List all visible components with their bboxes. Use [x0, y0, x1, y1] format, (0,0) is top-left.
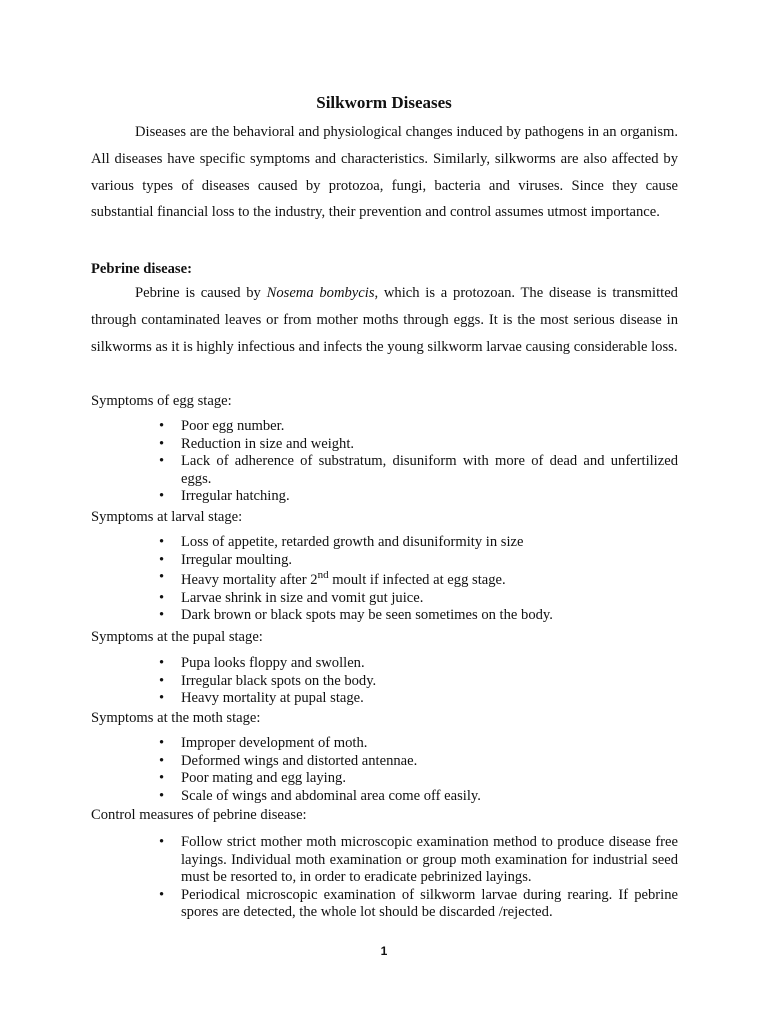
mortality-text-end: moult if infected at egg stage.	[328, 572, 506, 589]
list-item: • Heavy mortality at pupal stage.	[157, 690, 678, 708]
list-item: • Irregular moulting.	[157, 552, 678, 570]
list-item: • Irregular black spots on the body.	[157, 673, 678, 691]
pebrine-text-after: , which is a protozoan. The disease is transmitted through contaminated leaves or from mother moths through eggs. It is the most serious disease in silkworms as it is highly infectious and infects the young silkworm larvae causing considerable loss.	[91, 285, 678, 355]
pupal-stage-label: Symptoms at the pupal stage:	[91, 629, 263, 645]
control-measures-list	[157, 834, 678, 922]
list-item: • Scale of wings and abdominal area come off easily.	[157, 788, 678, 806]
list-item: • Larvae shrink in size and vomit gut juice.	[157, 590, 678, 608]
list-item: • Follow strict mother moth microscopic examination method to produce disease free layings. Individual moth examination or group moth examination for industrial seed must be resorted to, in order to eradicate pebrinized layings.	[157, 834, 678, 887]
pupal-stage-list	[157, 655, 678, 708]
list-item: • Poor egg number.	[157, 418, 678, 436]
egg-stage-list	[157, 418, 678, 506]
list-item: • Irregular hatching.	[157, 488, 678, 506]
list-item: • Dark brown or black spots may be seen sometimes on the body.	[157, 607, 678, 625]
mortality-text: Heavy mortality after 2	[181, 572, 318, 589]
moth-stage-label: Symptoms at the moth stage:	[91, 710, 261, 726]
list-item: • Loss of appetite, retarded growth and disuniformity in size	[157, 534, 678, 552]
page-number: 1	[380, 944, 388, 958]
page-title: Silkworm Diseases	[316, 93, 452, 112]
ordinal-suffix: nd	[317, 569, 329, 582]
larval-stage-list	[157, 534, 678, 625]
moth-stage-list	[157, 735, 678, 805]
list-item: • Deformed wings and distorted antennae.	[157, 753, 678, 771]
pebrine-text-before: Pebrine is caused by	[135, 285, 267, 301]
pebrine-heading: Pebrine disease:	[91, 261, 192, 277]
pathogen-name: Nosema bombycis	[266, 285, 375, 301]
list-item: • Lack of adherence of substratum, disuniform with more of dead and unfertilized eggs.	[157, 453, 678, 488]
control-measures-label: Control measures of pebrine disease:	[91, 807, 307, 823]
intro-text: Diseases are the behavioral and physiological changes induced by pathogens in an organism. All diseases have specific symptoms and characteristics. Similarly, silkworms are also affected by various types of diseases caused by protozoa, fungi, bacteria and viruses. Since they cause substantial financial loss to the industry, their prevention and control assumes utmost importance.	[91, 124, 678, 221]
list-item: • Poor mating and egg laying.	[157, 770, 678, 788]
list-item: • Improper development of moth.	[157, 735, 678, 753]
larval-stage-label: Symptoms at larval stage:	[91, 509, 243, 525]
list-item: • Reduction in size and weight.	[157, 436, 678, 454]
list-item: • Periodical microscopic examination of silkworm larvae during rearing. If pebrine spores are detected, the whole lot should be discarded /rejected.	[157, 887, 678, 922]
list-item	[157, 569, 678, 590]
egg-stage-label: Symptoms of egg stage:	[91, 393, 232, 409]
pebrine-paragraph	[91, 280, 678, 360]
list-item: • Pupa looks floppy and swollen.	[157, 655, 678, 673]
intro-paragraph	[91, 119, 678, 226]
